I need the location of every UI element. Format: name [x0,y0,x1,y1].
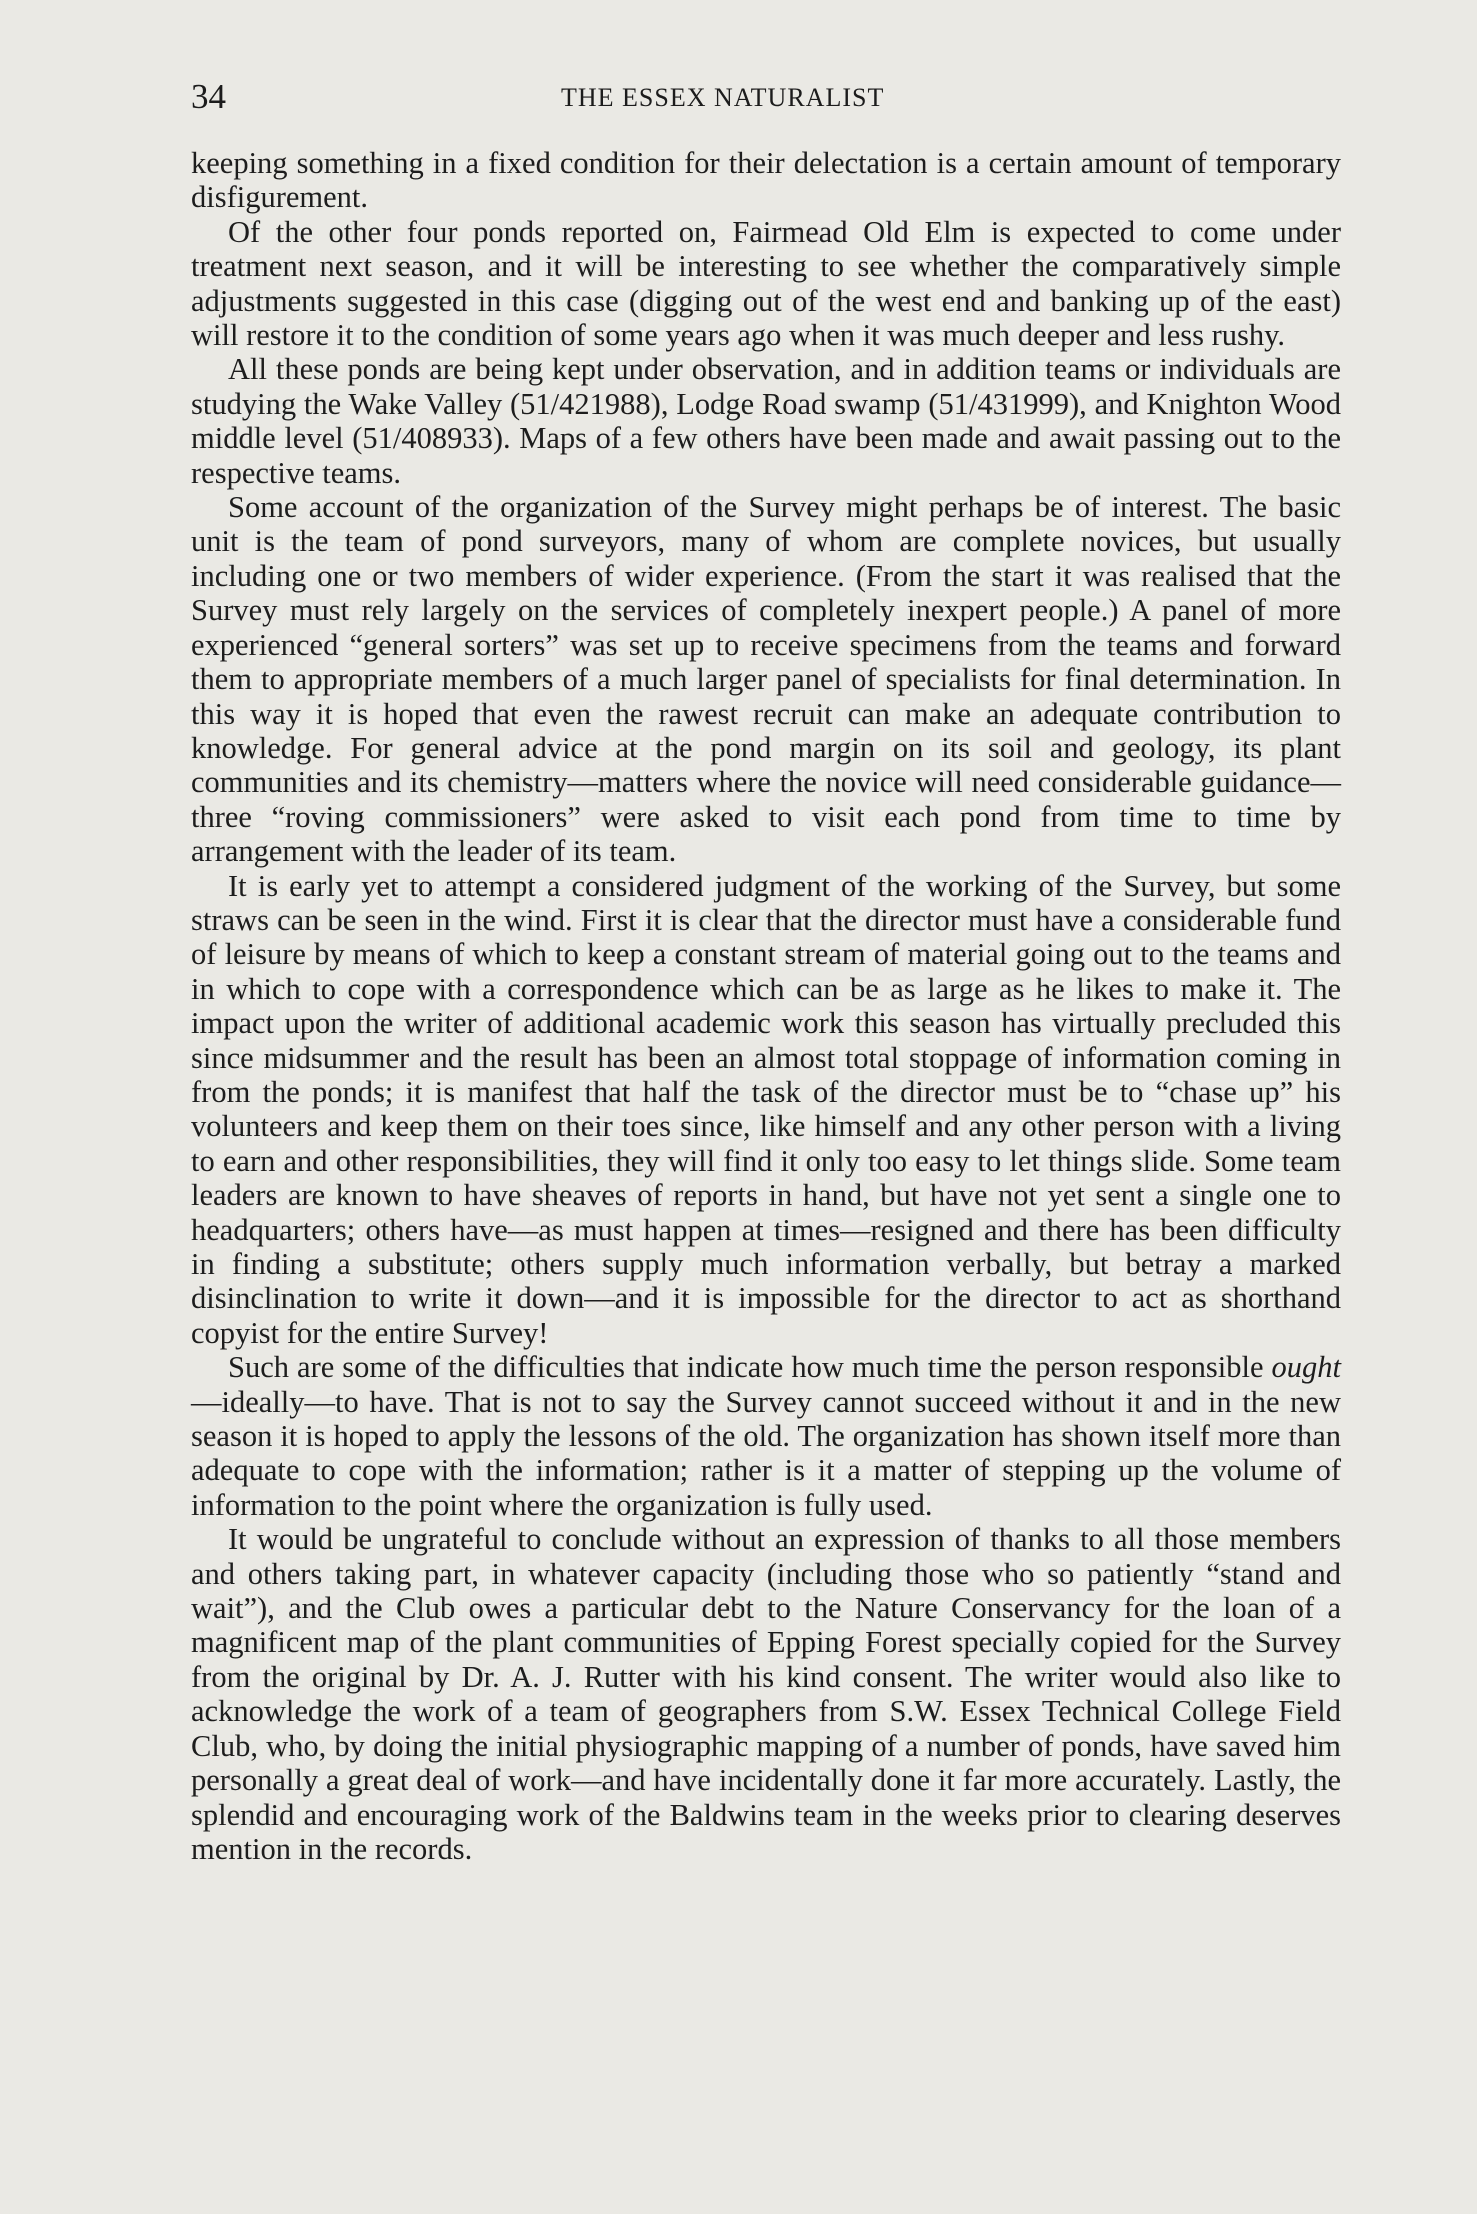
difficulties-text-after: —ideally—to have. That is not to say the Survey cannot succeed without it and in the new season it is hoped to apply the lessons of the old. The organization has shown itself more than adequate to cope with the information; rather is it a matter of stepping up the volume of information to the point where the organization is fully used. [191,1384,1341,1522]
page-number: 34 [191,77,226,116]
body-text [191,146,1341,1866]
paragraph-fairmead-old-elm: Of the other four ponds reported on, Fairmead Old Elm is expected to come under treatment next season, and it will be interesting to see whether the comparatively simple adjustments suggested in this case (digging out of the west end and banking up of the east) will restore it to the condition of some years ago when it was much deeper and less rushy. [191,214,1341,353]
paragraph-acknowledgements: It would be ungrateful to conclude without an expression of thanks to all those members and others taking part, in whatever capacity (including those who so patiently “stand and wait”), and the Club owes a particular debt to the Nature Conservancy for the loan of a magnificent map of the plant communities of Epping Forest specially copied for the Survey from the original by Dr. A. J. Rutter with his kind consent. The writer would also like to acknowledge the work of a team of geographers from S.W. Essex Technical College Field Club, who, by doing the initial physiographic mapping of a number of ponds, have saved him personally a great deal of work—and have incidentally done it far more accurately. Lastly, the splendid and encouraging work of the Baldwins team in the weeks prior to clearing deserves mention in the records. [191,1522,1341,1866]
emphasis-ought: ought [1271,1350,1341,1385]
difficulties-text-before: Such are some of the difficulties that indicate how much time the person responsible [228,1350,1272,1385]
paragraph-organization: Some account of the organization of the Survey might perhaps be of interest. The basic unit is the team of pond surveyors, many of whom are complete novices, but usually including one or two members of wider experience. (From the start it was realised that the Survey must rely largely on the services of completely inexpert people.) A panel of more experienced “general sorters” was set up to receive specimens from the teams and forward them to appropriate members of a much larger panel of specialists for final determination. In this way it is hoped that even the rawest recruit can make an adequate contribution to knowledge. For general advice at the pond margin on its soil and geology, its plant communities and its chemistry—matters where the novice will need considerable guidance—three “roving commissioners” were asked to visit each pond from time to time by arrangement with the leader of its team. [191,490,1341,869]
paragraph-judgment: It is early yet to attempt a considered judgment of the working of the Survey, but some straws can be seen in the wind. First it is clear that the director must have a considerable fund of leisure by means of which to keep a constant stream of material going out to the teams and in which to cope with a correspondence which can be as large as he likes to make it. The impact upon the writer of additional academic work this season has virtually precluded this since midsummer and the result has been an almost total stoppage of information coming in from the ponds; it is manifest that half the task of the director must be to “chase up” his volunteers and keep them on their toes since, like himself and any other person with a living to earn and other responsibilities, they will find it only too easy to let things slide. Some team leaders are known to have sheaves of reports in hand, but have not yet sent a single one to headquarters; others have—as must happen at times—resigned and there has been difficulty in finding a substitute; others supply much information verbally, but betray a marked disinclination to write it down—and it is impossible for the director to act as shorthand copyist for the entire Survey! [191,868,1341,1350]
paragraph-observation: All these ponds are being kept under observation, and in addition teams or individuals are studying the Wake Valley (51/421988), Lodge Road swamp (51/431999), and Knighton Wood middle level (51/408933). Maps of a few others have been made and await passing out to the respective teams. [191,352,1341,490]
paragraph-continuation: keeping something in a fixed condition for their delectation is a certain amount of temporary disfigurement. [191,146,1341,215]
page-header [191,72,1341,122]
running-head: THE ESSEX NATURALIST [561,83,885,112]
paragraph-difficulties [191,1350,1341,1522]
